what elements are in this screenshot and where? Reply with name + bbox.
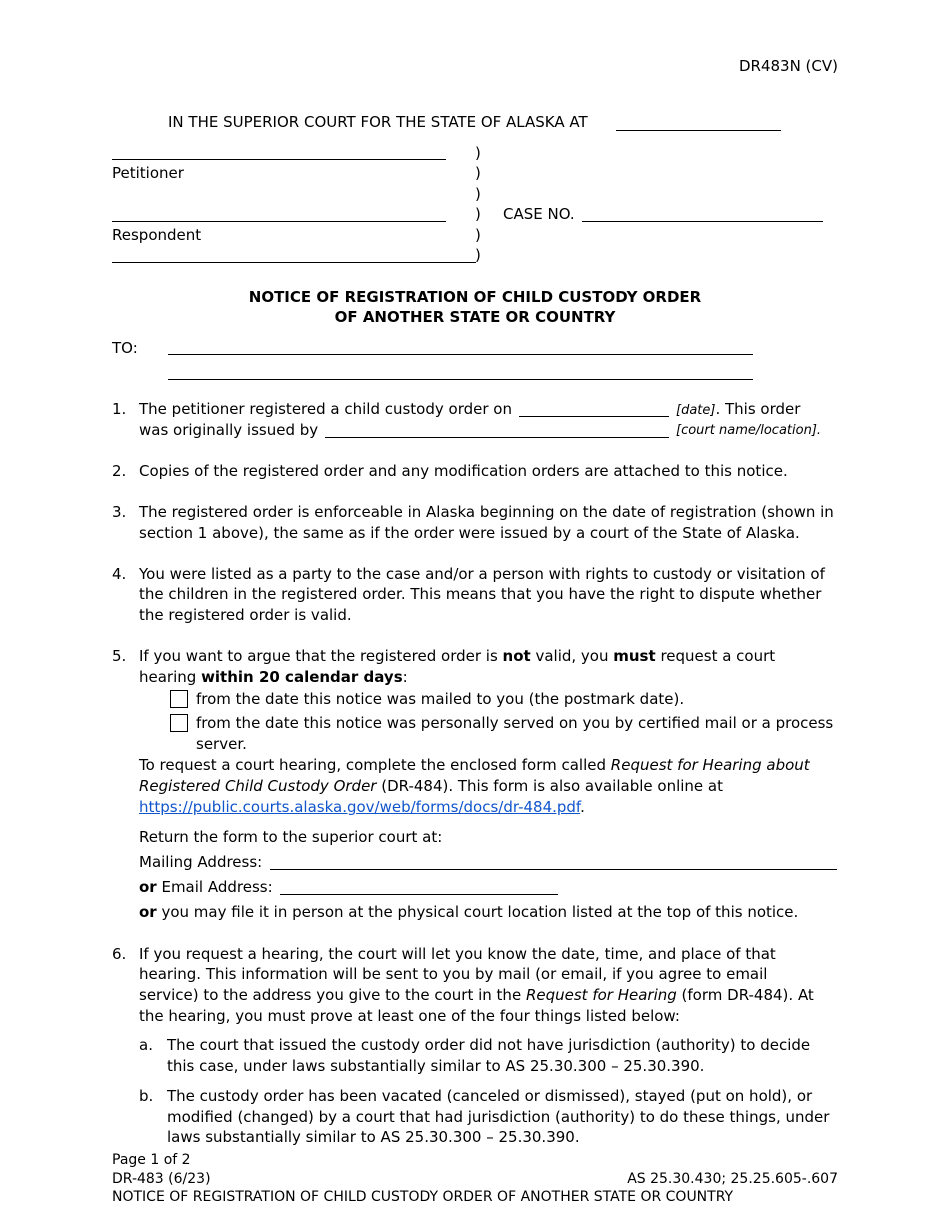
court-hint: [court name/location]. (676, 423, 822, 438)
court-location-field[interactable] (616, 130, 781, 131)
respondent-label: Respondent (112, 226, 202, 244)
section-number: 4. (112, 565, 127, 583)
request-instructions: To request a court hearing, complete the enclosed form called Request for Hearing about (139, 756, 810, 774)
option-served-label: server. (196, 735, 247, 753)
mailing-address-label: Mailing Address: (139, 853, 263, 871)
email-address-label: or Email Address: (139, 878, 273, 896)
section-5-text: If you want to argue that the registered order is not valid, you must request a court (139, 647, 776, 665)
mailing-address-field[interactable] (270, 869, 837, 870)
caption-paren: ) (475, 144, 481, 162)
section-number: 2. (112, 462, 127, 480)
section-4-text: the children in the registered order. This means that you have the right to dispute whether (139, 585, 822, 603)
item-a-text: this case, under laws substantially similar to AS 25.30.300 – 25.30.390. (167, 1057, 705, 1075)
item-label: a. (139, 1036, 153, 1054)
respondent-name-field[interactable] (112, 221, 446, 222)
section-6-text: service) to the address you give to the court in the Request for Hearing (form DR-484). At (139, 986, 814, 1004)
dr-484-form-link[interactable]: https://public.courts.alaska.gov/web/forms/docs/dr-484.pdf (139, 798, 581, 816)
item-label: b. (139, 1087, 154, 1105)
item-b-text: modified (changed) by a court that had jurisdiction (authority) to do these things, under (167, 1108, 830, 1126)
to-field-line-1[interactable] (168, 354, 753, 355)
footer-title: NOTICE OF REGISTRATION OF CHILD CUSTODY ORDER OF ANOTHER STATE OR COUNTRY (112, 1189, 734, 1205)
caption-paren: ) (475, 205, 481, 223)
section-2-text: Copies of the registered order and any modification orders are attached to this notice. (139, 462, 788, 480)
section-number: 1. (112, 400, 127, 418)
section-6-text: hearing. This information will be sent to you by mail (or email, if you agree to email (139, 965, 768, 983)
item-b-text: laws substantially similar to AS 25.30.300 – 25.30.390. (167, 1128, 580, 1146)
section-number: 6. (112, 945, 127, 963)
in-person-text: or you may file it in person at the physical court location listed at the top of this notice. (139, 903, 799, 921)
case-no-label: CASE NO. (503, 205, 575, 223)
section-1-text: was originally issued by (139, 421, 319, 439)
email-address-field[interactable] (280, 894, 558, 895)
document-title: NOTICE OF REGISTRATION OF CHILD CUSTODY ORDER (248, 288, 702, 306)
footer-form-code: DR-483 (6/23) (112, 1171, 211, 1187)
mailed-checkbox[interactable] (170, 690, 188, 708)
section-5-text: hearing within 20 calendar days: (139, 668, 408, 686)
option-mailed-label: from the date this notice was mailed to you (the postmark date). (196, 690, 685, 708)
to-label: TO: (112, 339, 138, 357)
item-b-text: The custody order has been vacated (canceled or dismissed), stayed (put on hold), or (167, 1087, 813, 1105)
option-served-label: from the date this notice was personally served on you by certified mail or a process (196, 714, 834, 732)
caption-paren: ) (475, 185, 481, 203)
caption-bottom-rule (112, 262, 476, 263)
form-link-line: https://public.courts.alaska.gov/web/forms/docs/dr-484.pdf. (139, 798, 585, 816)
section-1-text: The petitioner registered a child custody order on (139, 400, 512, 418)
caption-paren: ) (475, 164, 481, 182)
section-number: 3. (112, 503, 127, 521)
date-hint: [date] (676, 403, 716, 418)
section-3-text: The registered order is enforceable in Alaska beginning on the date of registration (shown in (139, 503, 834, 521)
footer-statute: AS 25.30.430; 25.25.605-.607 (627, 1171, 838, 1187)
court-heading: IN THE SUPERIOR COURT FOR THE STATE OF ALASKA AT (168, 113, 588, 131)
item-a-text: The court that issued the custody order did not have jurisdiction (authority) to decide (167, 1036, 811, 1054)
section-1-text: [date]. This order (676, 400, 801, 418)
section-3-text: section 1 above), the same as if the order were issued by a court of the State of Alaska. (139, 524, 800, 542)
request-instructions: Registered Child Custody Order (DR-484). This form is also available online at (139, 777, 723, 795)
page-number: Page 1 of 2 (112, 1152, 191, 1168)
section-number: 5. (112, 647, 127, 665)
petitioner-label: Petitioner (112, 164, 184, 182)
personally-served-checkbox[interactable] (170, 714, 188, 732)
registration-date-field[interactable] (519, 416, 669, 417)
return-label: Return the form to the superior court at: (139, 828, 443, 846)
case-no-field[interactable] (582, 221, 823, 222)
document-title: OF ANOTHER STATE OR COUNTRY (334, 308, 616, 326)
section-4-text: the registered order is valid. (139, 606, 352, 624)
to-field-line-2[interactable] (168, 379, 753, 380)
issuing-court-field[interactable] (325, 437, 669, 438)
section-6-text: If you request a hearing, the court will let you know the date, time, and place of that (139, 945, 776, 963)
section-4-text: You were listed as a party to the case and/or a person with rights to custody or visitation of (139, 565, 825, 583)
form-code: DR483N (CV) (738, 57, 838, 75)
caption-paren: ) (475, 246, 481, 264)
petitioner-name-field[interactable] (112, 159, 446, 160)
caption-paren: ) (475, 226, 481, 244)
section-6-text: the hearing, you must prove at least one of the four things listed below: (139, 1007, 680, 1025)
